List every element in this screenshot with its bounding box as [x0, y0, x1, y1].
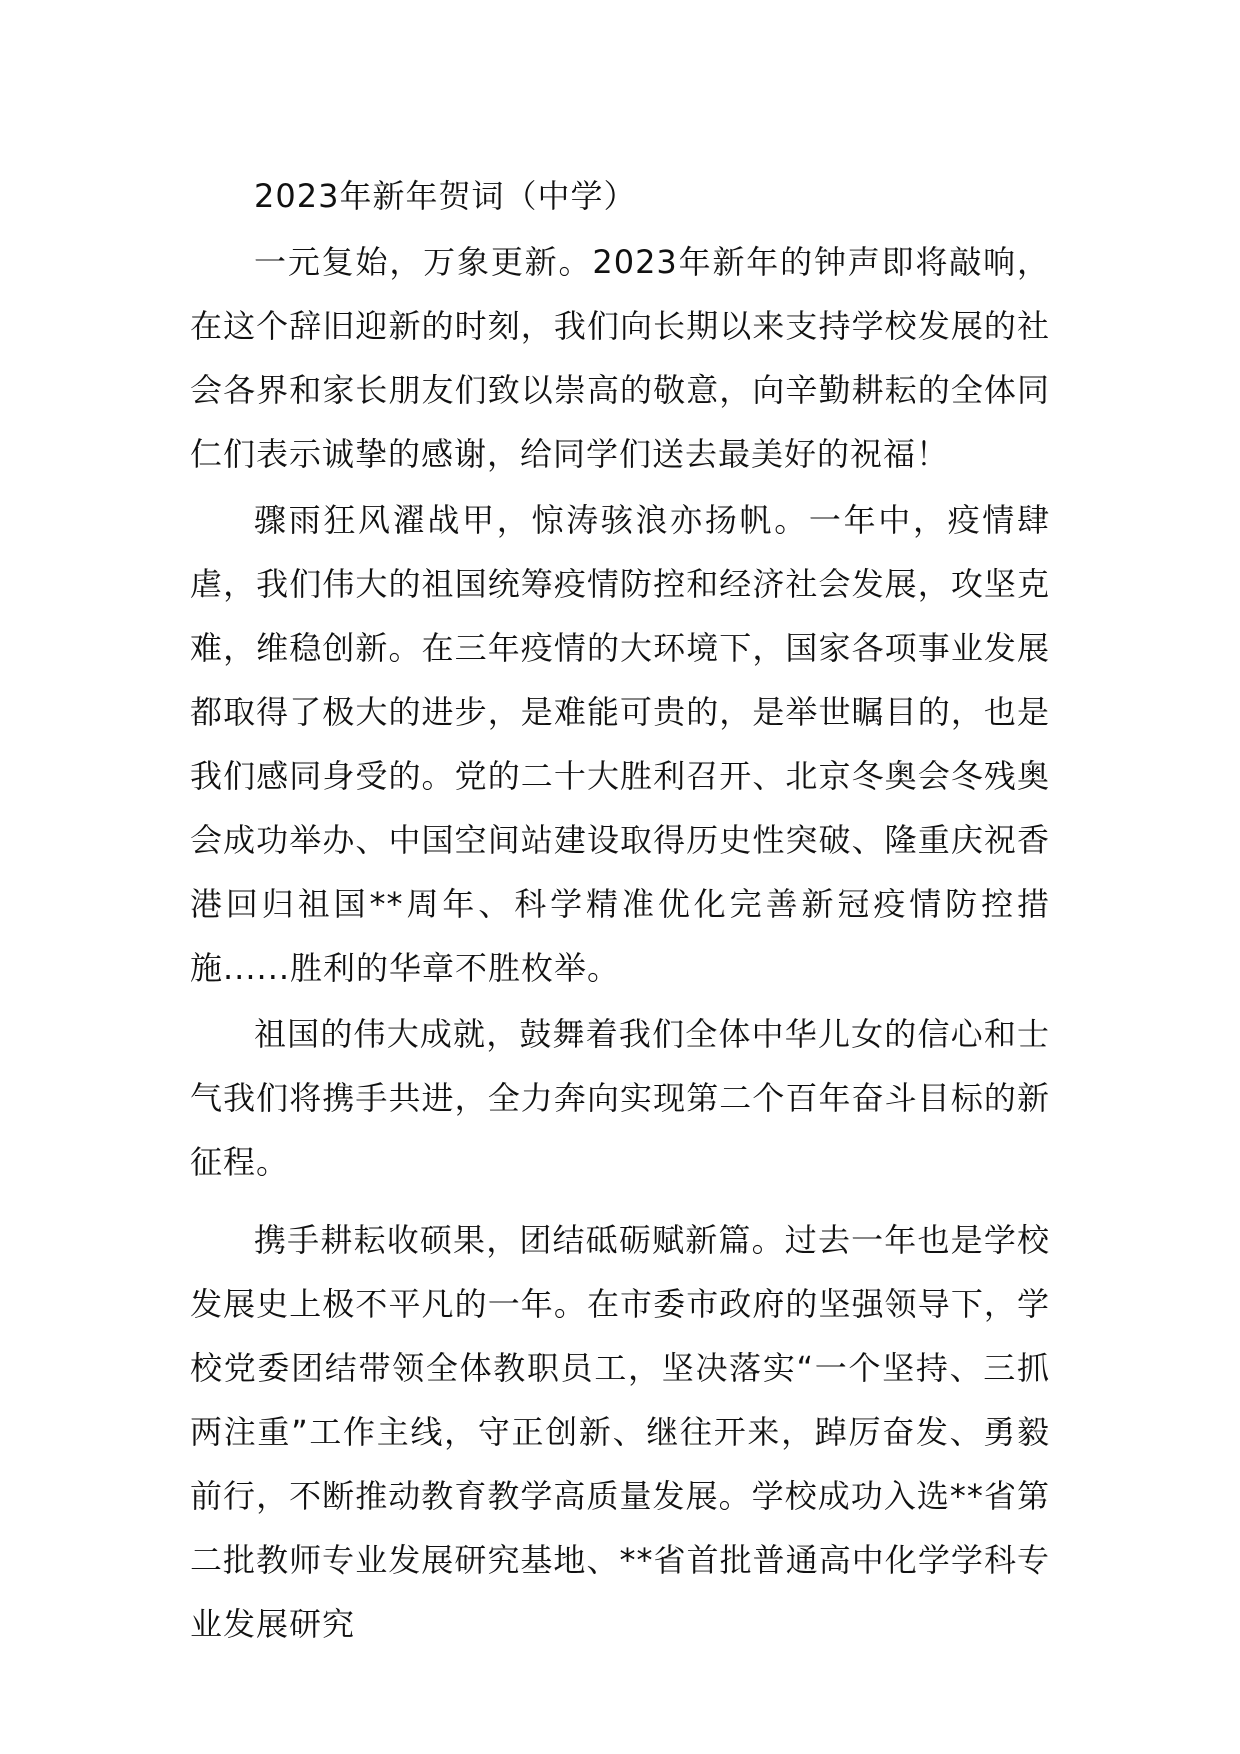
- paragraph-school-development: 携手耕耘收硕果，团结砥砺赋新篇。过去一年也是学校发展史上极不平凡的一年。在市委市政府的坚强领导下，学校党委团结带领全体教职员工，坚决落实“一个坚持、三抓两注重”工作主线，守正创新、继往开来，踔厉奋发、勇毅前行，不断推动教育教学高质量发展。学校成功入选**省第二批教师专业发展研究基地、**省首批普通高中化学学科专业发展研究: [190, 1221, 1050, 1643]
- paragraph-opening: 一元复始，万象更新。2023年新年的钟声即将敲响，在这个辞旧迎新的时刻，我们向长期以来支持学校发展的社会各界和家长朋友们致以崇高的敬意，向辛勤耕耘的全体同仁们表示诚挚的感谢，给同学们送去最美好的祝福！: [190, 243, 1050, 473]
- paragraph-national-achievements: 骤雨狂风濯战甲，惊涛骇浪亦扬帆。一年中，疫情肆虐，我们伟大的祖国统筹疫情防控和经济社会发展，攻坚克难，维稳创新。在三年疫情的大环境下，国家各项事业发展都取得了极大的进步，是难能可贵的，是举世瞩目的，也是我们感同身受的。党的二十大胜利召开、北京冬奥会冬残奥会成功举办、中国空间站建设取得历史性突破、隆重庆祝香港回归祖国**周年、科学精准优化完善新冠疫情防控措施......胜利的华章不胜枚举。: [190, 501, 1050, 987]
- document-body: [190, 172, 1050, 1656]
- document-title: 2023年新年贺词（中学）: [254, 177, 637, 215]
- paragraph-motherland-encouragement: 祖国的伟大成就，鼓舞着我们全体中华儿女的信心和士气我们将携手共进，全力奔向实现第二个百年奋斗目标的新征程。: [190, 1015, 1050, 1181]
